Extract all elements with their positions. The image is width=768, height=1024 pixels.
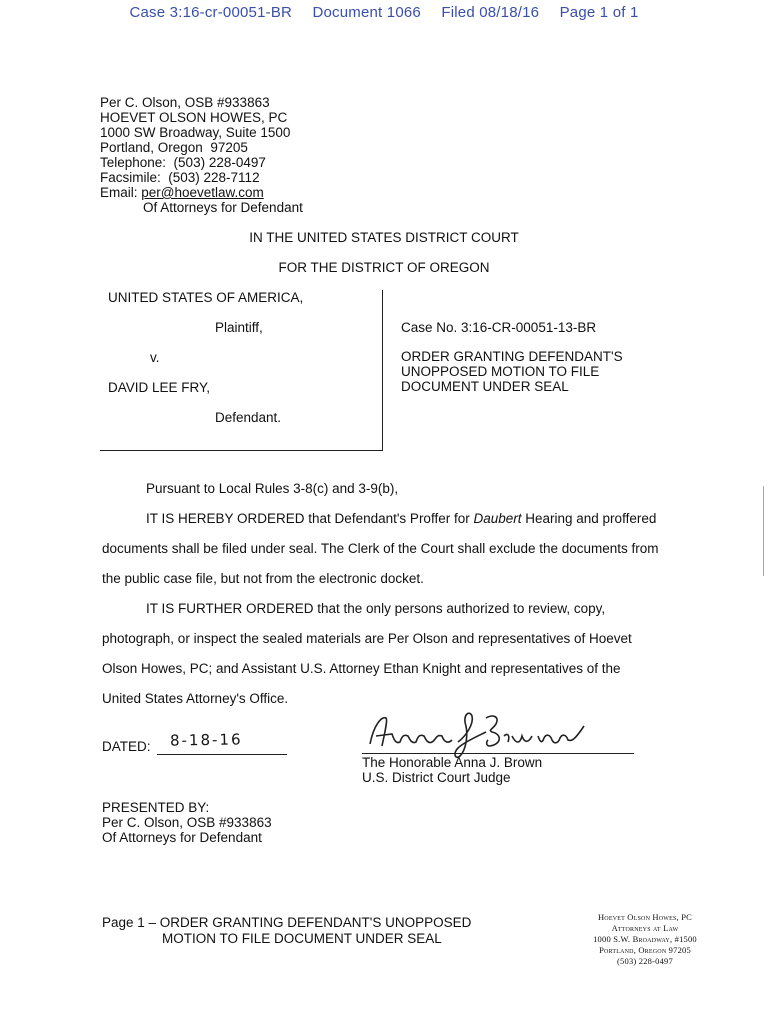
order-title-line3: DOCUMENT UNDER SEAL (401, 379, 569, 394)
attorney-firm: HOEVET OLSON HOWES, PC (100, 110, 288, 125)
footer-line2: MOTION TO FILE DOCUMENT UNDER SEAL (162, 931, 442, 946)
ecf-header-stamp (0, 4, 768, 21)
footer-line1: Page 1 – ORDER GRANTING DEFENDANT'S UNOPPOSED (102, 915, 472, 930)
presented-by-block (102, 800, 272, 845)
caption-plaintiff-role: Plaintiff, (215, 320, 263, 335)
attorney-telephone: Telephone: (503) 228-0497 (100, 155, 266, 170)
case-number: Case No. 3:16-CR-00051-13-BR (401, 320, 597, 335)
stamp-document: Document 1066 (312, 4, 421, 21)
attorney-name: Per C. Olson, OSB #933863 (100, 95, 270, 110)
court-heading-line1: IN THE UNITED STATES DISTRICT COURT (249, 230, 519, 245)
p2-emphasis: Daubert (473, 511, 522, 526)
order-body (102, 474, 662, 714)
dated-label: DATED: (102, 739, 151, 754)
order-title-line1: ORDER GRANTING DEFENDANT'S (401, 349, 623, 364)
footer-firm-address2: Portland, Oregon 97205 (599, 945, 691, 955)
stamp-filed: Filed 08/18/16 (441, 4, 540, 21)
attorney-role: Of Attorneys for Defendant (143, 200, 303, 215)
caption-plaintiff-name: UNITED STATES OF AMERICA, (108, 290, 304, 305)
footer-firm-block (570, 912, 720, 967)
footer-firm-role: Attorneys at Law (611, 923, 679, 933)
dated-underline (157, 754, 287, 755)
attorney-address2: Portland, Oregon 97205 (100, 140, 248, 155)
caption-versus: v. (150, 350, 160, 365)
body-paragraph-2 (102, 504, 662, 594)
email-label: Email: (100, 185, 138, 200)
order-title-line2: UNOPPOSED MOTION TO FILE (401, 364, 600, 379)
scan-edge-mark (763, 486, 764, 576)
caption-divider-horizontal (100, 450, 383, 451)
footer-page-title (102, 915, 471, 947)
footer-firm-phone: (503) 228-0497 (617, 956, 673, 966)
presented-name: Per C. Olson, OSB #933863 (102, 815, 272, 830)
p2-post: Hearing and proffered documents shall be filed under seal. The Clerk of the Court shall exclude the documents from the public case file, but not from the electronic docket. (102, 511, 659, 586)
order-title (401, 349, 623, 394)
attorney-facsimile: Facsimile: (503) 228-7112 (100, 170, 260, 185)
dated-handwritten-value: 8-18-16 (169, 730, 243, 750)
attorney-block (100, 95, 303, 215)
attorney-email-row (100, 185, 303, 200)
p2-pre: IT IS HEREBY ORDERED that Defendant's Proffer for (146, 511, 474, 526)
presented-role: Of Attorneys for Defendant (102, 830, 262, 845)
caption-defendant-name: DAVID LEE FRY, (108, 380, 211, 395)
presented-label: PRESENTED BY: (102, 800, 210, 815)
court-heading-line2: FOR THE DISTRICT OF OREGON (278, 260, 490, 275)
signer-block (362, 755, 542, 785)
stamp-page: Page 1 of 1 (559, 4, 639, 21)
signer-title: U.S. District Court Judge (362, 770, 511, 785)
signer-name: The Honorable Anna J. Brown (362, 755, 543, 770)
footer-firm-address1: 1000 S.W. Broadway, #1500 (593, 934, 697, 944)
caption-defendant-role: Defendant. (215, 410, 282, 425)
caption-divider-vertical (382, 290, 383, 450)
signature-line (362, 753, 634, 754)
body-paragraph-3: IT IS FURTHER ORDERED that the only persons authorized to review, copy, photograph, or inspect the sealed materials are Per Olson and representatives of Hoevet Olson Howes, PC; and Assistant U.S. Attorney Ethan Knight and representatives of the United States Attorney's Office. (102, 601, 632, 706)
attorney-address1: 1000 SW Broadway, Suite 1500 (100, 125, 291, 140)
stamp-case: Case 3:16-cr-00051-BR (129, 4, 293, 21)
body-paragraph-1: Pursuant to Local Rules 3-8(c) and 3-9(b), (146, 481, 399, 496)
email-link[interactable]: per@hoevetlaw.com (141, 185, 264, 200)
footer-firm-name: Hoevet Olson Howes, PC (597, 912, 693, 922)
